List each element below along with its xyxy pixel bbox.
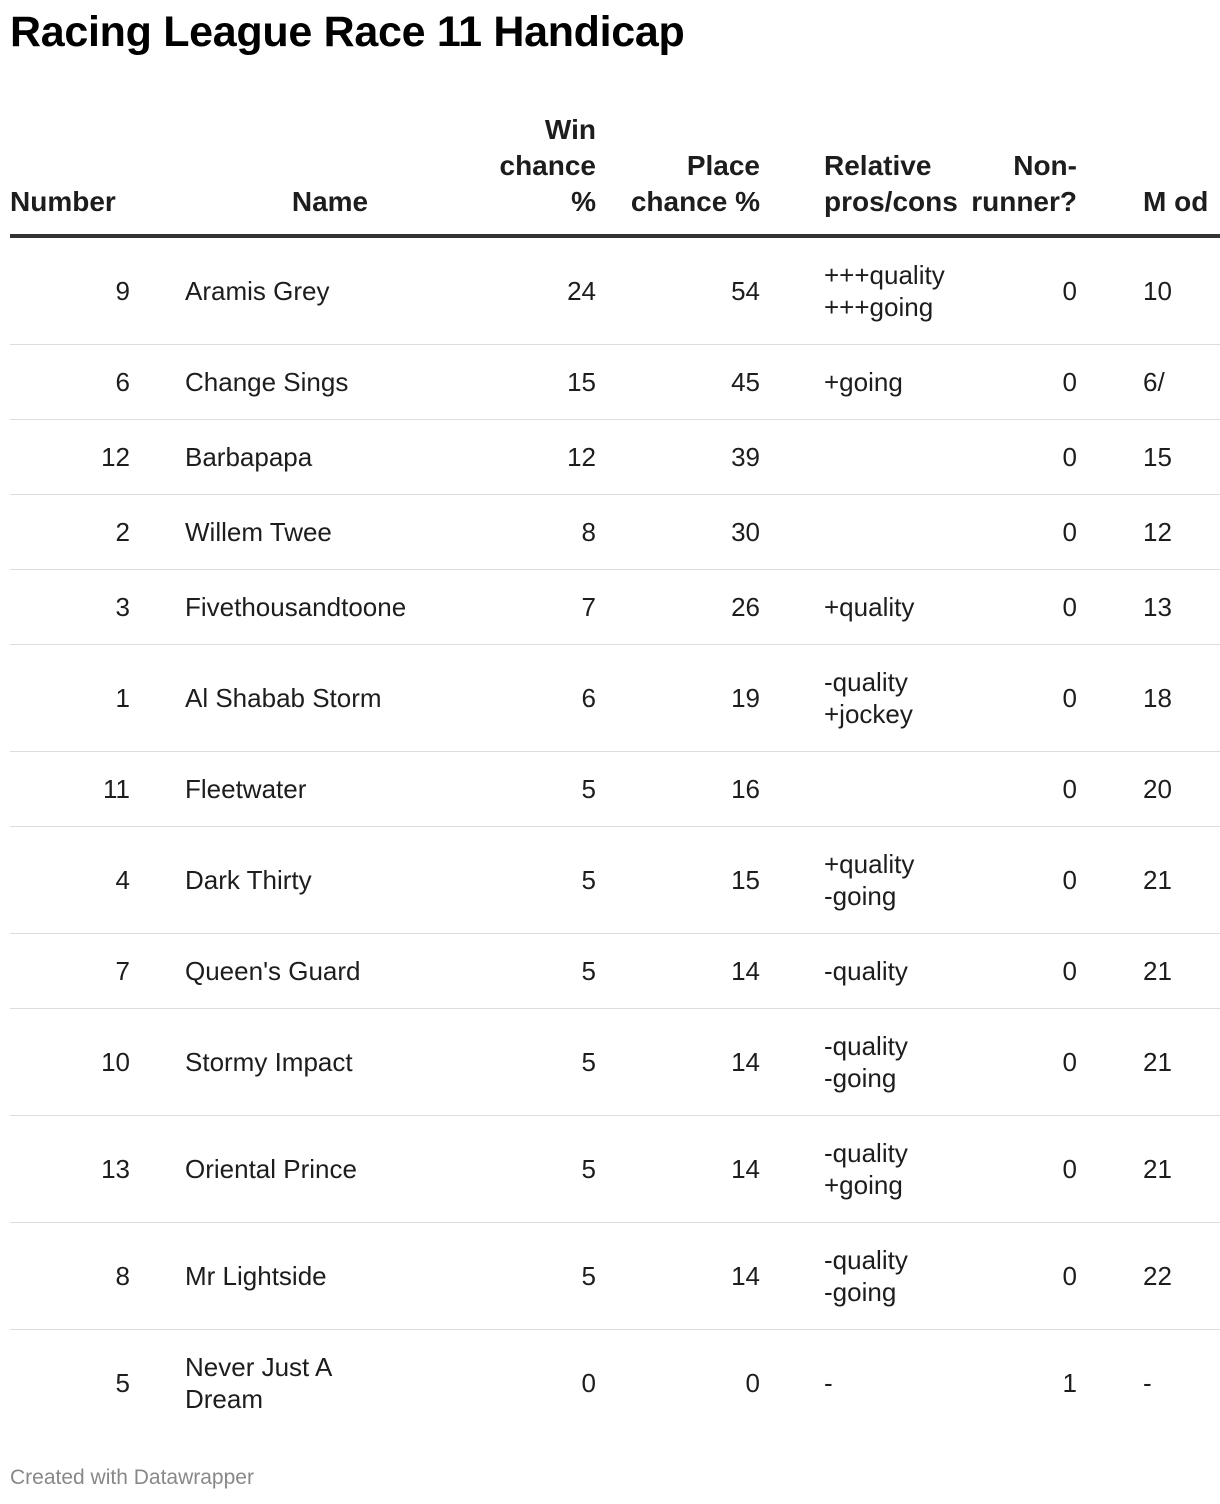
cell-number: 12 — [10, 420, 185, 495]
cell-place-chance: 45 — [615, 345, 779, 420]
cell-name: Queen's Guard — [185, 934, 475, 1009]
cell-number: 10 — [10, 1009, 185, 1116]
column-header-pros-cons[interactable]: Relative pros/cons — [779, 112, 964, 236]
cell-odds: 21 — [1109, 1116, 1220, 1223]
cell-pros-cons: - — [824, 1368, 833, 1398]
cell-name: Change Sings — [185, 345, 475, 420]
cell-place-chance: 15 — [615, 827, 779, 934]
cell-win-chance: 15 — [475, 345, 615, 420]
cell-place-chance: 39 — [615, 420, 779, 495]
cell-number: 6 — [10, 345, 185, 420]
cell-pros-cons: -quality +going — [779, 1116, 964, 1223]
cell-pros-cons — [779, 420, 964, 495]
cell-pros-cons: -quality -going — [779, 1009, 964, 1116]
cell-win-chance: 5 — [475, 1223, 615, 1330]
cell-name: Willem Twee — [185, 495, 475, 570]
cell-odds: 21 — [1109, 934, 1220, 1009]
cell-pros-cons: +going — [779, 345, 964, 420]
cell-name: Aramis Grey — [185, 236, 475, 345]
credit-footer: Created with Datawrapper — [10, 1466, 254, 1489]
cell-win-chance: 5 — [475, 934, 615, 1009]
table-row — [10, 752, 1220, 827]
cell-number: 5 — [115, 1368, 130, 1398]
table-row — [10, 827, 1220, 934]
cell-number: 2 — [10, 495, 185, 570]
cell-number: 4 — [10, 827, 185, 934]
cell-pros-cons: +quality — [779, 570, 964, 645]
cell-odds: 12 — [1109, 495, 1220, 570]
cell-place-chance: 26 — [615, 570, 779, 645]
cell-name: Oriental Prince — [185, 1116, 475, 1223]
cell-win-chance: 12 — [475, 420, 615, 495]
cell-odds: 13 — [1109, 570, 1220, 645]
cell-place-chance: 16 — [615, 752, 779, 827]
cell-place-chance: 14 — [615, 1009, 779, 1116]
cell-non-runner: 0 — [964, 752, 1109, 827]
cell-place-chance: 30 — [615, 495, 779, 570]
cell-name: Fleetwater — [185, 752, 475, 827]
cell-non-runner: 0 — [964, 645, 1109, 752]
table-container — [10, 112, 1220, 1436]
table-row — [10, 1223, 1220, 1330]
column-header-number[interactable]: Number — [10, 112, 185, 236]
cell-odds: 15 — [1109, 420, 1220, 495]
cell-number: 9 — [10, 236, 185, 345]
cell-number: 1 — [10, 645, 185, 752]
cell-win-chance: 8 — [475, 495, 615, 570]
cell-number: 7 — [10, 934, 185, 1009]
cell-win-chance: 0 — [581, 1368, 596, 1398]
column-header-place-chance[interactable]: Place chance % — [615, 112, 779, 236]
page-title: Racing League Race 11 Handicap — [10, 8, 685, 56]
table-row — [10, 1330, 1220, 1437]
table-row — [10, 1116, 1220, 1223]
cell-pros-cons: -quality +jockey — [779, 645, 964, 752]
cell-place-chance: 14 — [615, 934, 779, 1009]
cell-number: 3 — [10, 570, 185, 645]
table-row — [10, 934, 1220, 1009]
cell-non-runner: 0 — [964, 236, 1109, 345]
cell-non-runner: 0 — [964, 420, 1109, 495]
cell-odds: 6/ — [1109, 345, 1220, 420]
cell-number: 13 — [10, 1116, 185, 1223]
cell-win-chance: 7 — [475, 570, 615, 645]
cell-non-runner: 0 — [964, 345, 1109, 420]
cell-place-chance: 14 — [615, 1223, 779, 1330]
cell-odds: 10 — [1109, 236, 1220, 345]
cell-place-chance: 0 — [745, 1368, 760, 1398]
cell-number: 11 — [10, 752, 185, 827]
cell-non-runner: 0 — [964, 1223, 1109, 1330]
cell-pros-cons: +quality -going — [779, 827, 964, 934]
cell-odds: 21 — [1109, 1009, 1220, 1116]
cell-name: Mr Lightside — [185, 1223, 475, 1330]
cell-name: Never Just A Dream — [185, 1352, 333, 1414]
cell-non-runner: 0 — [964, 1009, 1109, 1116]
cell-pros-cons — [779, 495, 964, 570]
cell-odds: 18 — [1109, 645, 1220, 752]
cell-name: Fivethousandtoone — [185, 570, 475, 645]
cell-name: Stormy Impact — [185, 1009, 475, 1116]
cell-place-chance: 14 — [615, 1116, 779, 1223]
cell-non-runner: 0 — [964, 827, 1109, 934]
column-header-name[interactable]: Name — [185, 112, 475, 236]
cell-odds: - — [1143, 1368, 1152, 1398]
cell-odds: 21 — [1109, 827, 1220, 934]
cell-win-chance: 5 — [475, 1009, 615, 1116]
column-header-win-chance[interactable]: Win chance % — [475, 112, 615, 236]
cell-win-chance: 24 — [475, 236, 615, 345]
cell-name: Dark Thirty — [185, 827, 475, 934]
cell-place-chance: 19 — [615, 645, 779, 752]
table-row — [10, 345, 1220, 420]
cell-number: 8 — [10, 1223, 185, 1330]
table-header-row — [10, 112, 1220, 236]
cell-place-chance: 54 — [615, 236, 779, 345]
cell-win-chance: 5 — [475, 1116, 615, 1223]
cell-non-runner: 0 — [964, 495, 1109, 570]
cell-non-runner: 0 — [964, 570, 1109, 645]
cell-non-runner: 0 — [964, 1116, 1109, 1223]
cell-pros-cons: -quality -going — [779, 1223, 964, 1330]
cell-pros-cons — [779, 752, 964, 827]
cell-win-chance: 5 — [475, 827, 615, 934]
cell-name: Al Shabab Storm — [185, 645, 475, 752]
cell-win-chance: 5 — [475, 752, 615, 827]
table-row — [10, 570, 1220, 645]
results-table — [10, 112, 1220, 1436]
table-row — [10, 420, 1220, 495]
cell-non-runner: 0 — [964, 934, 1109, 1009]
cell-odds: 22 — [1109, 1223, 1220, 1330]
cell-win-chance: 6 — [475, 645, 615, 752]
table-row — [10, 236, 1220, 345]
table-body — [10, 236, 1220, 1436]
cell-odds: 20 — [1109, 752, 1220, 827]
cell-non-runner: 1 — [1062, 1368, 1077, 1398]
column-header-non-runner[interactable]: Non-runner? — [964, 112, 1109, 236]
table-row — [10, 495, 1220, 570]
table-row — [10, 1009, 1220, 1116]
cell-pros-cons: +++quality +++going — [779, 236, 964, 345]
cell-pros-cons: -quality — [779, 934, 964, 1009]
table-row — [10, 645, 1220, 752]
column-header-odds[interactable]: M od — [1109, 112, 1220, 236]
cell-name: Barbapapa — [185, 420, 475, 495]
